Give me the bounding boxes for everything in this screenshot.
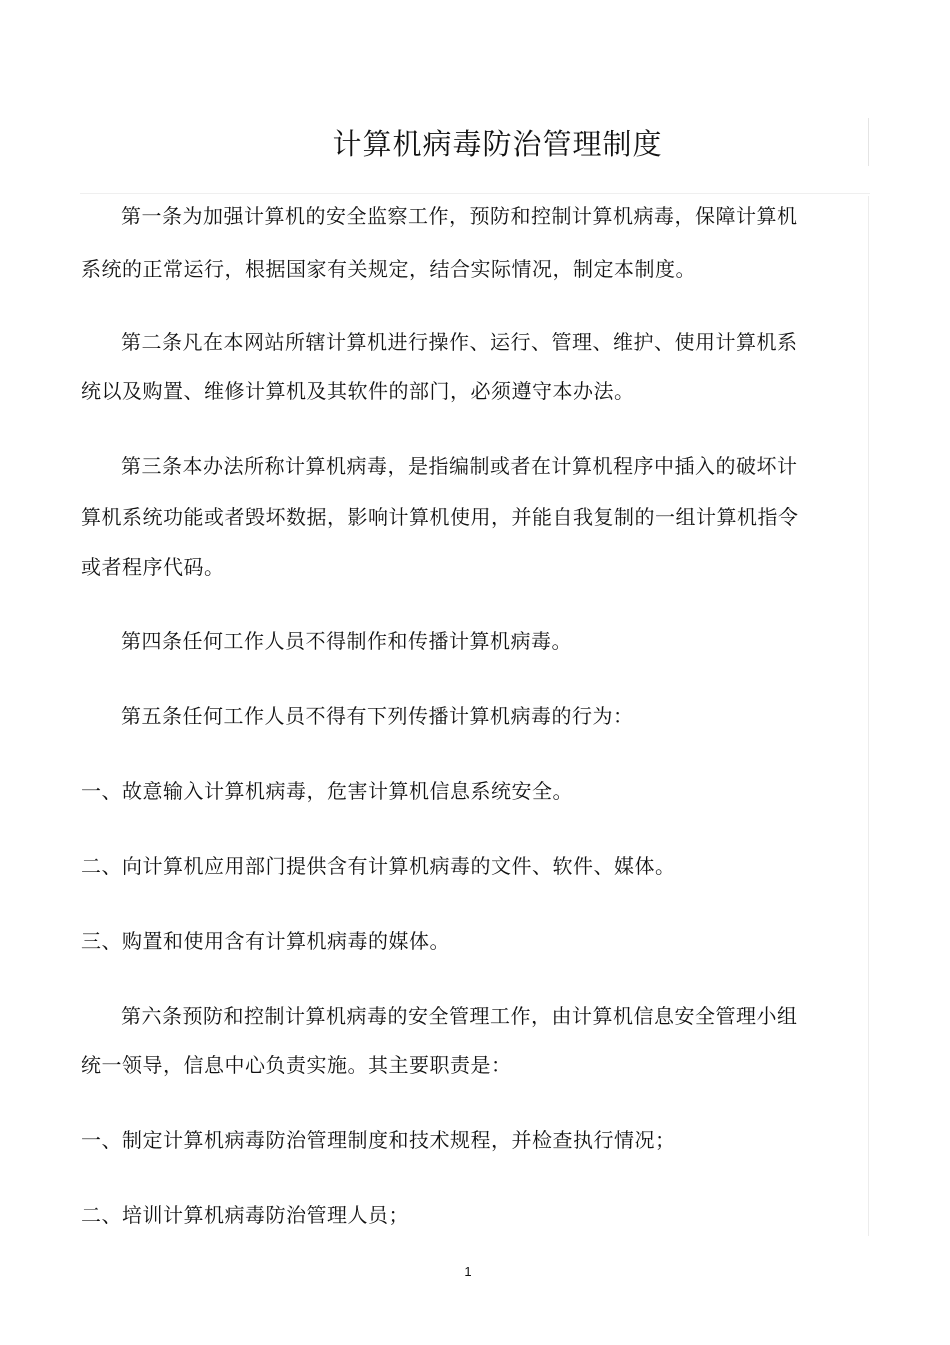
- article-6-item-2: 二、培训计算机病毒防治管理人员；: [81, 1203, 409, 1227]
- article-1-line-1: 第一条为加强计算机的安全监察工作，预防和控制计算机病毒，保障计算机: [121, 204, 798, 228]
- page-number: 1: [464, 1264, 472, 1279]
- article-5-item-1: 一、故意输入计算机病毒，危害计算机信息系统安全。: [81, 779, 573, 803]
- article-3-line-3: 或者程序代码。: [81, 555, 225, 579]
- article-6-line-2: 统一领导，信息中心负责实施。其主要职责是：: [81, 1053, 512, 1077]
- article-5-line-1: 第五条任何工作人员不得有下列传播计算机病毒的行为：: [121, 704, 634, 728]
- article-2-line-2: 统以及购置、维修计算机及其软件的部门，必须遵守本办法。: [81, 379, 635, 403]
- article-4-line-1: 第四条任何工作人员不得制作和传播计算机病毒。: [121, 629, 572, 653]
- article-2-line-1: 第二条凡在本网站所辖计算机进行操作、运行、管理、维护、使用计算机系: [121, 330, 798, 354]
- article-3-line-1: 第三条本办法所称计算机病毒，是指编制或者在计算机程序中插入的破坏计: [121, 454, 798, 478]
- article-5-item-3: 三、购置和使用含有计算机病毒的媒体。: [81, 929, 450, 953]
- article-5-item-2: 二、向计算机应用部门提供含有计算机病毒的文件、软件、媒体。: [81, 854, 676, 878]
- article-6-item-1: 一、制定计算机病毒防治管理制度和技术规程，并检查执行情况；: [81, 1128, 676, 1152]
- article-3-line-2: 算机系统功能或者毁坏数据，影响计算机使用，并能自我复制的一组计算机指令: [81, 505, 799, 529]
- article-6-line-1: 第六条预防和控制计算机病毒的安全管理工作，由计算机信息安全管理小组: [121, 1004, 798, 1028]
- article-1-line-2: 系统的正常运行，根据国家有关规定，结合实际情况，制定本制度。: [81, 257, 696, 281]
- page-edge-rule: [868, 196, 869, 1236]
- document-title: 计算机病毒防治管理制度: [332, 127, 663, 161]
- title-divider: [80, 193, 870, 194]
